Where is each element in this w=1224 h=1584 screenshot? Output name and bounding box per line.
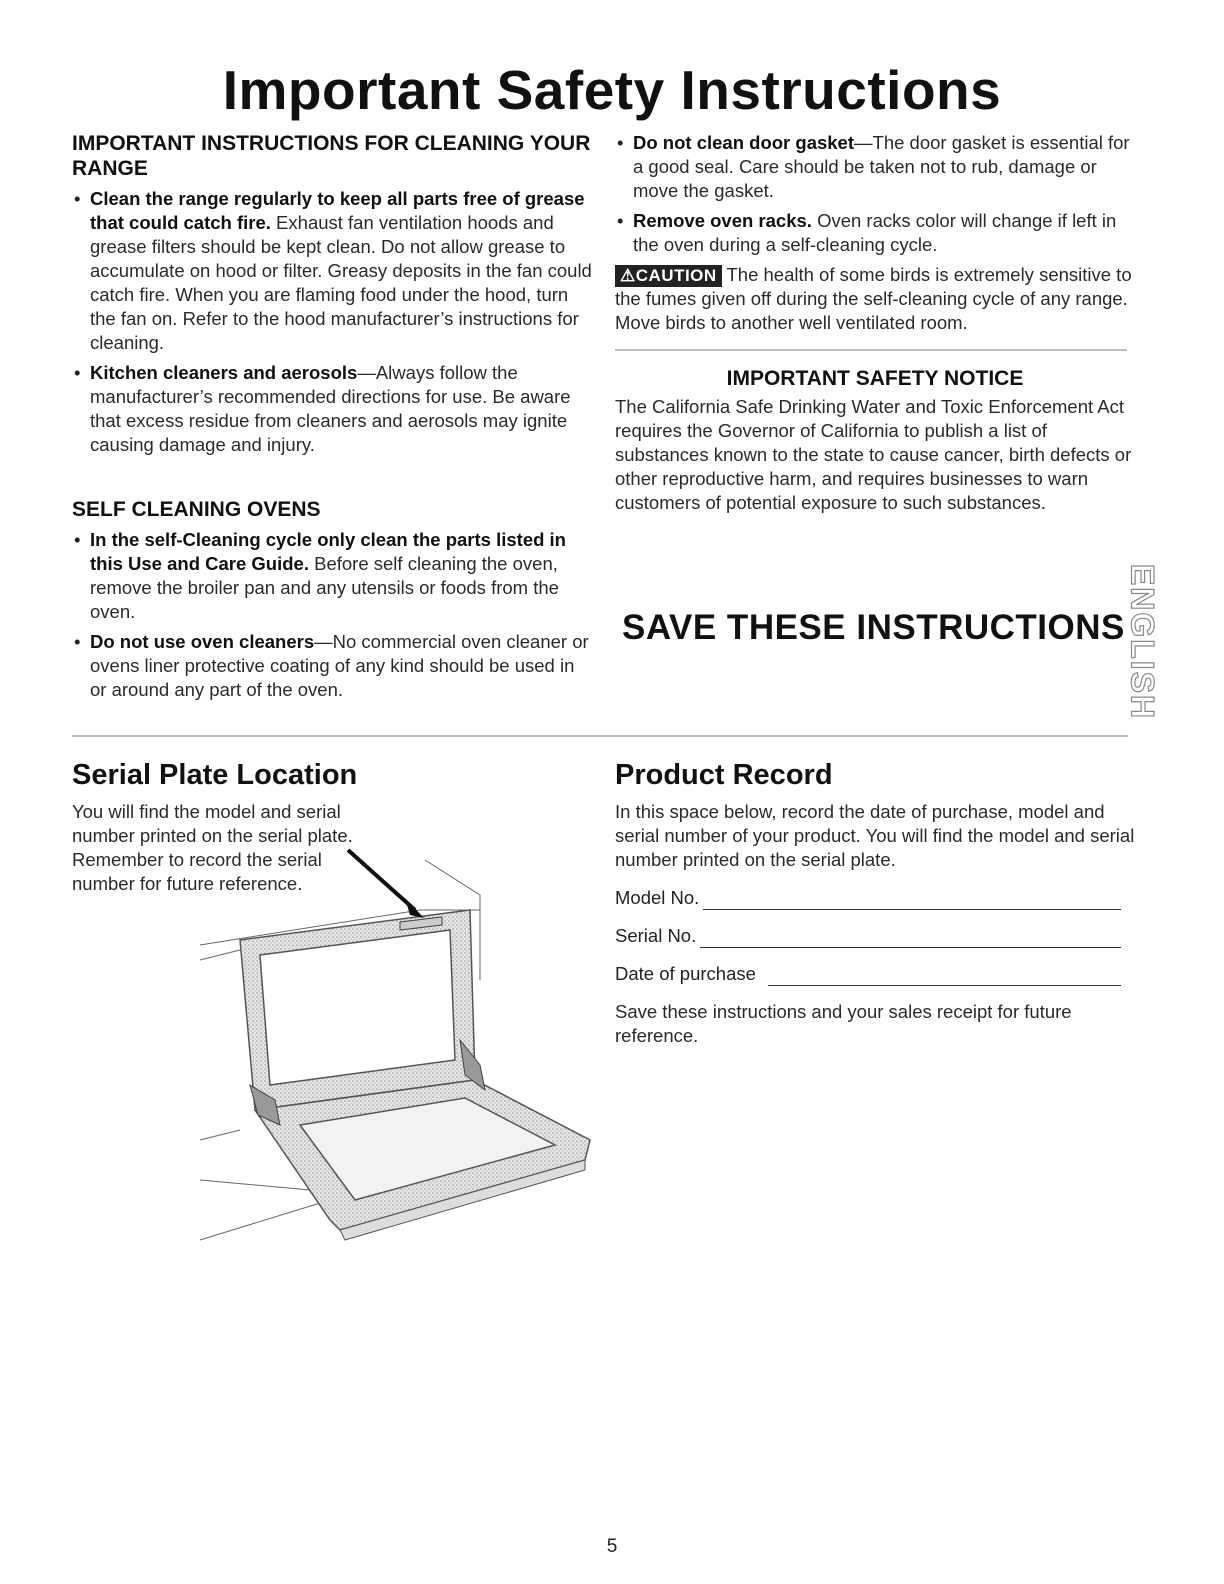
oven-illustration bbox=[180, 840, 610, 1260]
section-divider bbox=[72, 735, 1128, 737]
page-title: Important Safety Instructions bbox=[222, 59, 1002, 121]
language-side-tab: ENGLISH bbox=[1124, 563, 1161, 721]
list-item: • In the self-Cleaning cycle only clean the parts listed in this Use and Care Guide. Before self cleaning the oven, remove the broiler pan and any utensils or foods from the oven. bbox=[72, 528, 592, 624]
list-item: • Do not clean door gasket—The door gasket is essential for a good seal. Care should be taken not to rub, damage or move the gasket. bbox=[615, 131, 1135, 203]
record-intro: In this space below, record the date of purchase, model and serial number of your product. You will find the model and serial number printed on the serial plate. bbox=[615, 801, 1135, 870]
record-footer: Save these instructions and your sales receipt for future reference. bbox=[615, 1001, 1072, 1046]
cleaning-list bbox=[72, 187, 592, 457]
cleaning-heading: IMPORTANT INSTRUCTIONS FOR CLEANING YOUR RANGE bbox=[72, 132, 591, 180]
model-line[interactable] bbox=[703, 891, 1121, 910]
list-item: • Clean the range regularly to keep all parts free of grease that could catch fire. Exhaust fan ventilation hoods and grease filters should be kept clean. Do not allow grease to accumulate on hood or filter. Greasy deposits in the fan could catch fire. When you are flaming food under the hood, turn the fan on. Refer to the hood manufacturer’s instructions for cleaning. bbox=[72, 187, 592, 355]
serial-line[interactable] bbox=[700, 929, 1121, 948]
caution-badge: ⚠CAUTION bbox=[615, 265, 722, 287]
list-item: • Do not use oven cleaners—No commercial oven cleaner or ovens liner protective coating of any kind should be used in or around any part of the oven. bbox=[72, 630, 592, 702]
product-record-section bbox=[615, 759, 1135, 1048]
serial-label: Serial No. bbox=[615, 925, 697, 946]
self-cleaning-list bbox=[72, 528, 592, 702]
notice-text: The California Safe Drinking Water and Toxic Enforcement Act requires the Governor of California to publish a list of substances known to the state to cause cancer, birth defects or other reproductive harm, and requires businesses to warn customers of potential exposure to such substances. bbox=[615, 396, 1132, 513]
left-column bbox=[72, 131, 592, 708]
divider bbox=[615, 349, 1127, 351]
page-number: 5 bbox=[606, 1536, 618, 1557]
record-heading: Product Record bbox=[615, 759, 833, 791]
notice-heading: IMPORTANT SAFETY NOTICE bbox=[726, 367, 1024, 390]
right-column bbox=[615, 131, 1135, 515]
oven-cavity bbox=[260, 930, 455, 1085]
model-number-field[interactable] bbox=[615, 886, 1121, 910]
save-instructions-banner: SAVE THESE INSTRUCTIONS bbox=[622, 608, 1125, 647]
purchase-date-field[interactable] bbox=[615, 962, 1121, 986]
serial-heading: Serial Plate Location bbox=[72, 759, 358, 791]
date-line[interactable] bbox=[768, 967, 1121, 986]
serial-text: You will find the model and serial number printed on the serial plate. Remember to record the serial number for future reference. bbox=[72, 801, 353, 894]
gasket-list bbox=[615, 131, 1135, 257]
list-item: • Kitchen cleaners and aerosols—Always follow the manufacturer’s recommended directions for use. Be aware that excess residue from cleaners and aerosols may ignite causing damage and injury. bbox=[72, 361, 592, 457]
date-label: Date of purchase bbox=[615, 963, 756, 984]
list-item: • Remove oven racks. Oven racks color will change if left in the oven during a self-cleaning cycle. bbox=[615, 209, 1135, 257]
caution-paragraph: ⚠CAUTION The health of some birds is extremely sensitive to the fumes given off during the self-cleaning cycle of any range. Move birds to another well ventilated room. bbox=[615, 264, 1132, 333]
model-label: Model No. bbox=[615, 887, 700, 908]
serial-number-field[interactable] bbox=[615, 924, 1121, 948]
self-cleaning-heading: SELF CLEANING OVENS bbox=[72, 498, 321, 521]
